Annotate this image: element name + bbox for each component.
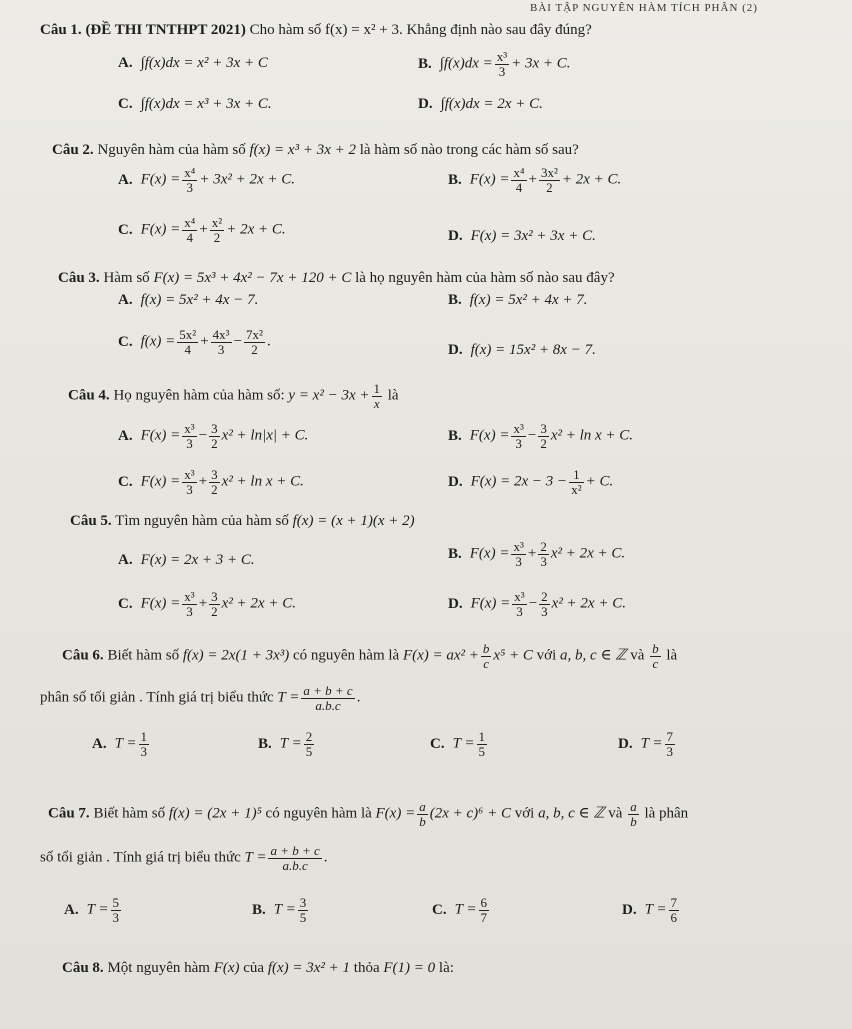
question-label: Câu 4. xyxy=(68,387,110,404)
question-function: f(x) = (x + 1)(x + 2) xyxy=(292,513,415,529)
option-5b[interactable]: B. F(x) = $\frac{\text{x³}}{3}$ + $\frac{2}{3}$ x² + 2x + C. xyxy=(448,539,626,569)
option-3b[interactable]: B. f(x) = 5x² + 4x + 7. xyxy=(448,292,588,308)
fraction: $\frac{\text{x³}}{3}$ xyxy=(496,49,508,79)
question-label: Câu 2. xyxy=(52,142,94,158)
option-6a[interactable]: A. T = $\frac{1}{3}$ xyxy=(92,729,148,759)
option-6d[interactable]: D. T = $\frac{7}{3}$ xyxy=(618,729,674,759)
question-function: y = x² − 3x + xyxy=(288,387,370,404)
fraction: $\frac{b}{c}$ xyxy=(482,641,490,671)
question-7-line2: số tối giản . Tính giá trị biểu thức T = $\frac{a + b + c}{a.b.c}$ . xyxy=(40,843,328,873)
fraction: $\frac{\text{x³}}{3}$ xyxy=(184,467,195,497)
option-4d[interactable]: D. F(x) = 2x − 3 − $\frac{1}{\text{x²}}$ + C. xyxy=(448,467,614,497)
option-7b[interactable]: B. T = $\frac{3}{5}$ xyxy=(252,895,307,925)
fraction: $\frac{\text{3x²}}{2}$ xyxy=(540,165,558,195)
page-header: BÀI TẬP NGUYÊN HÀM TÍCH PHÂN (2) xyxy=(530,2,758,14)
fraction: $\frac{3}{5}$ xyxy=(299,895,307,925)
question-4: Câu 4. Họ nguyên hàm của hàm số: y = x² − 3x + $\frac{1}{x}$ là xyxy=(68,381,399,411)
option-7a[interactable]: A. T = $\frac{5}{3}$ xyxy=(64,895,120,925)
option-6b[interactable]: B. T = $\frac{2}{5}$ xyxy=(258,729,313,759)
question-5: Câu 5. Tìm nguyên hàm của hàm số f(x) = (x + 1)(x + 2) xyxy=(70,513,415,529)
fraction: $\frac{7}{3}$ xyxy=(666,729,674,759)
option-4a[interactable]: A. F(x) = $\frac{\text{x³}}{3}$ − $\frac{3}{2}$ x² + ln|x| + C. xyxy=(118,421,309,451)
fraction: $\frac{\text{5x²}}{4}$ xyxy=(179,327,197,357)
question-label: Câu 7. xyxy=(48,805,90,822)
option-3c[interactable]: C. f(x) = $\frac{\text{5x²}}{4}$ + $\frac{\text{4x³}}{3}$ − $\frac{\text{7x²}}{2}$ . xyxy=(118,327,271,357)
fraction: $\frac{3}{2}$ xyxy=(540,421,547,451)
question-function: f(x) = 2x(1 + 3x³) xyxy=(182,647,290,664)
option-5a[interactable]: A. F(x) = 2x + 3 + C. xyxy=(118,552,255,568)
question-label: Câu 3. xyxy=(58,270,100,286)
fraction: $\frac{\text{x³}}{3}$ xyxy=(184,421,195,451)
question-function: f(x) = 3x² + 1 xyxy=(267,960,351,976)
option-4c[interactable]: C. F(x) = $\frac{\text{x³}}{3}$ + $\frac{3}{2}$ x² + ln x + C. xyxy=(118,467,304,497)
option-3a[interactable]: A. f(x) = 5x² + 4x − 7. xyxy=(118,292,259,308)
option-5d[interactable]: D. F(x) = $\frac{\text{x³}}{3}$ − $\frac{2}{3}$ x² + 2x + C. xyxy=(448,589,626,619)
question-label: Câu 6. xyxy=(62,647,104,664)
option-2c[interactable]: C. F(x) = $\frac{\text{x⁴}}{4}$ + $\frac{\text{x²}}{2}$ + 2x + C. xyxy=(118,215,286,245)
fraction: $\frac{2}{3}$ xyxy=(540,539,547,569)
fraction: $\frac{6}{7}$ xyxy=(480,895,488,925)
option-7d[interactable]: D. T = $\frac{7}{6}$ xyxy=(622,895,678,925)
fraction: $\frac{a}{b}$ xyxy=(419,799,426,829)
option-2a[interactable]: A. F(x) = $\frac{\text{x⁴}}{3}$ + 3x² + 2x + C. xyxy=(118,165,296,195)
option-3d[interactable]: D. f(x) = 15x² + 8x − 7. xyxy=(448,342,596,358)
fraction: $\frac{\text{x⁴}}{3}$ xyxy=(184,165,196,195)
question-1 xyxy=(40,22,592,39)
question-label: Câu 8. xyxy=(62,960,104,976)
fraction: $\frac{5}{3}$ xyxy=(112,895,120,925)
question-7: Câu 7. Biết hàm số f(x) = (2x + 1)⁵ có nguyên hàm là F(x) = $\frac{a}{b}$ (2x + c)⁶ + C với a, b, c ∈ ℤ và $\frac{a}{b}$ là phân xyxy=(48,799,689,829)
question-prompt: Cho hàm số f(x) = x² + 3. Khẳng định nào sau đây đúng? xyxy=(249,22,592,38)
fraction: $\frac{1}{x}$ xyxy=(373,381,380,411)
option-1b[interactable]: B. ∫f(x)dx = $\frac{\text{x³}}{3}$ + 3x + C. xyxy=(418,49,571,79)
question-2: Câu 2. Nguyên hàm của hàm số f(x) = x³ + 3x + 2 là hàm số nào trong các hàm số sau? xyxy=(52,142,579,158)
fraction: $\frac{a + b + c}{a.b.c}$ xyxy=(270,843,320,873)
fraction: $\frac{\text{x³}}{3}$ xyxy=(184,589,195,619)
question-label: Câu 5. xyxy=(70,513,112,529)
fraction: $\frac{\text{x⁴}}{4}$ xyxy=(513,165,525,195)
fraction: $\frac{\text{x²}}{2}$ xyxy=(211,215,223,245)
question-8: Câu 8. Một nguyên hàm F(x) của f(x) = 3x² + 1 thỏa F(1) = 0 là: xyxy=(62,960,454,976)
fraction: $\frac{2}{3}$ xyxy=(541,589,548,619)
fraction: $\frac{\text{x⁴}}{4}$ xyxy=(184,215,196,245)
option-2b[interactable]: B. F(x) = $\frac{\text{x⁴}}{4}$ + $\frac{\text{3x²}}{2}$ + 2x + C. xyxy=(448,165,622,195)
fraction: $\frac{1}{5}$ xyxy=(478,729,486,759)
option-1c[interactable]: C. ∫f(x)dx = x³ + 3x + C. xyxy=(118,96,272,112)
fraction: $\frac{3}{2}$ xyxy=(211,589,218,619)
fraction: $\frac{3}{2}$ xyxy=(211,467,218,497)
option-5c[interactable]: C. F(x) = $\frac{\text{x³}}{3}$ + $\frac{3}{2}$ x² + 2x + C. xyxy=(118,589,296,619)
fraction: $\frac{1}{3}$ xyxy=(140,729,148,759)
fraction: $\frac{\text{7x²}}{2}$ xyxy=(246,327,263,357)
fraction: $\frac{\text{x³}}{3}$ xyxy=(513,539,524,569)
question-function: f(x) = x³ + 3x + 2 xyxy=(249,142,356,158)
option-1a[interactable]: A. ∫f(x)dx = x² + 3x + C xyxy=(118,55,268,71)
fraction: $\frac{2}{5}$ xyxy=(305,729,313,759)
fraction: $\frac{b}{c}$ xyxy=(652,641,659,671)
fraction: $\frac{\text{x³}}{3}$ xyxy=(513,421,524,451)
fraction: $\frac{\text{x³}}{3}$ xyxy=(514,589,525,619)
question-function: f(x) = (2x + 1)⁵ xyxy=(168,805,262,822)
option-4b[interactable]: B. F(x) = $\frac{\text{x³}}{3}$ − $\frac{3}{2}$ x² + ln x + C. xyxy=(448,421,634,451)
fraction: $\frac{1}{\text{x²}}$ xyxy=(571,467,582,497)
fraction: $\frac{\text{4x³}}{3}$ xyxy=(212,327,230,357)
fraction: $\frac{7}{6}$ xyxy=(670,895,678,925)
fraction: $\frac{a}{b}$ xyxy=(630,799,637,829)
question-3: Câu 3. Hàm số F(x) = 5x³ + 4x² − 7x + 120 + C là họ nguyên hàm của hàm số nào sau đây? xyxy=(58,270,615,286)
option-7c[interactable]: C. T = $\frac{6}{7}$ xyxy=(432,895,488,925)
fraction: $\frac{3}{2}$ xyxy=(211,421,218,451)
option-2d[interactable]: D. F(x) = 3x² + 3x + C. xyxy=(448,228,596,244)
question-6: Câu 6. Biết hàm số f(x) = 2x(1 + 3x³) có nguyên hàm là F(x) = ax² + $\frac{b}{c}$ x⁵ + C với a, b, c ∈ ℤ và $\frac{b}{c}$ là xyxy=(62,641,678,671)
option-1d[interactable]: D. ∫f(x)dx = 2x + C. xyxy=(418,96,543,112)
question-function: F(x) = 5x³ + 4x² − 7x + 120 + C xyxy=(153,270,352,286)
option-6c[interactable]: C. T = $\frac{1}{5}$ xyxy=(430,729,486,759)
question-6-line2: phân số tối giản . Tính giá trị biểu thức T = $\frac{a + b + c}{a.b.c}$ . xyxy=(40,683,361,713)
question-label: Câu 1. xyxy=(40,22,82,38)
question-source: (ĐỀ THI TNTHPT 2021) xyxy=(85,22,246,38)
fraction: $\frac{a + b + c}{a.b.c}$ xyxy=(303,683,353,713)
